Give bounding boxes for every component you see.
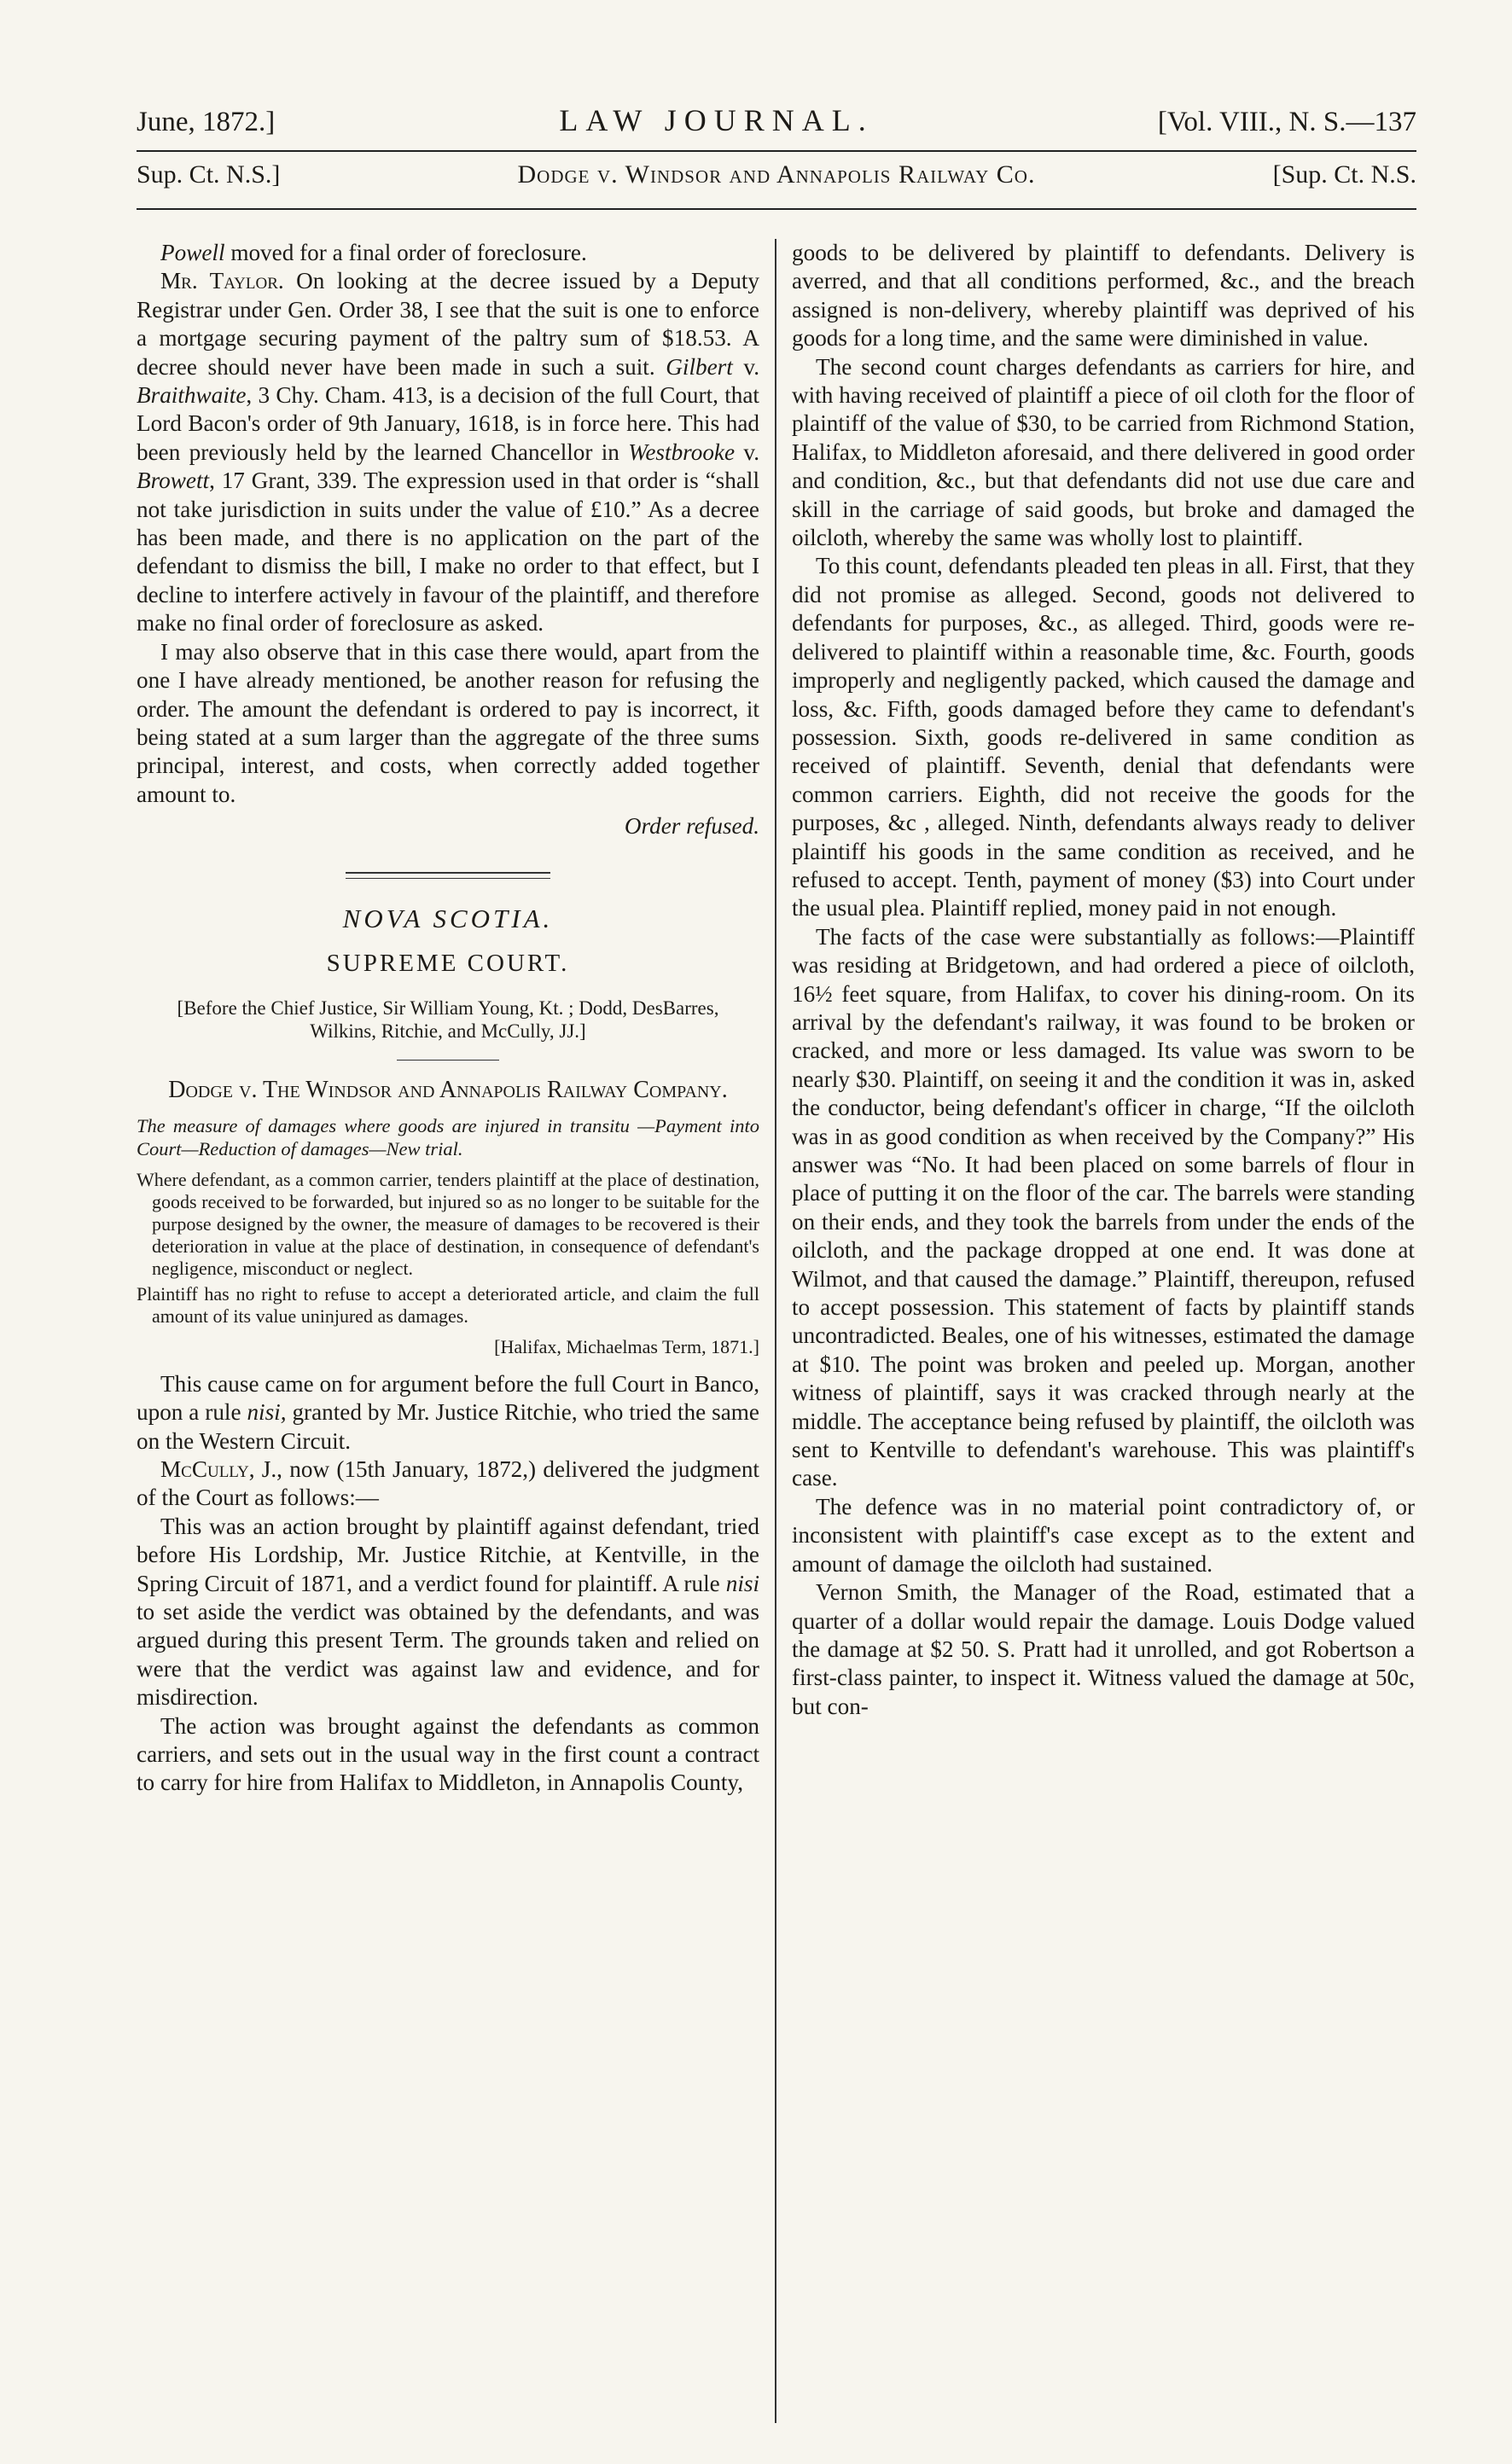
paragraph: The facts of the case were substantially as follows:—Plaintiff was residing at Bridgetown, and had ordered a piece of oilcloth, 16½ feet square, from Halifax, to cover his dining-room. On its arrival by the defendant's railway, it was found to be broken or cracked, and more or less damaged. Its value was sworn to be nearly $30. Plaintiff, on seeing it and the condition it was in, asked the conductor, being defendant's officer in charge, “If the oilcloth was in as good condition as when received by the Company?” His answer was “No. It had been placed on some barrels of flour in place of putting it on the floor of the car. The barrels were standing on their ends, and they took the barrels from under the ends of the oilcloth, and the package dropped at one end. It was done at Wilmot, and that caused the damage.” Plaintiff, thereupon, refused to accept possession. This statement of facts by plaintiff stands uncontradicted. Beales, one of his witnesses, estimated the damage at $10. The point was broken and peeled up. Morgan, another witness of plaintiff, says it was cracked through nearly at the middle. The acceptance being refused by plaintiff, the oilcloth was sent to Kentville to defendant's warehouse. This was plaintiff's case.: [792, 923, 1415, 1491]
paragraph: goods to be delivered by plaintiff to defendants. Delivery is averred, and that all conditions performed, &c., and the breach assigned is non-delivery, whereby plaintiff was deprived of his goods for a long time, and the same were diminished in value.: [792, 240, 1415, 352]
running-header: [137, 102, 1416, 145]
case-title: Dodge v. The Windsor and Annapolis Railway Company.: [168, 1077, 728, 1104]
term-note: [Halifax, Michaelmas Term, 1871.]: [494, 1336, 759, 1358]
header-volume: [Vol. VIII., N. S.—137: [1157, 107, 1416, 137]
case-header: [137, 152, 1416, 208]
right-court-label: [Sup. Ct. N.S.: [1272, 160, 1416, 189]
paragraph: Powell moved for a final order of foreclosure.: [160, 240, 587, 265]
bench-note: [Before the Chief Justice, Sir William Young, Kt. ; Dodd, DesBarres, Wilkins, Ritchie, and McCully, JJ.]: [177, 997, 719, 1043]
paragraph: McCully, J., now (15th January, 1872,) delivered the judgment of the Court as follows:—: [137, 1456, 759, 1511]
paragraph: The action was brought against the defendants as common carriers, and sets out in the usual way in the first count a contract to carry for hire from Halifax to Middleton, in Annapolis County,: [137, 1712, 759, 1796]
section-ornament-rule: [346, 872, 550, 879]
column-divider: [775, 239, 776, 2423]
paragraph: This cause came on for argument before the full Court in Banco, upon a rule nisi, granted by Mr. Justice Ritchie, who tried the same on the Western Circuit.: [137, 1370, 759, 1454]
paragraph: To this count, defendants pleaded ten pleas in all. First, that they did not promise as alleged. Second, goods not delivered to defendants for purposes, &c., as alleged. Third, goods were re-delivered to plaintiff within a reasonable time, &c. Fourth, goods improperly and negligently packed, which caused the damage and loss, &c. Fifth, goods damaged before they came to defendant's possession. Sixth, goods re-delivered in same condition as received of plaintiff. Seventh, denial that defendants were common carriers. Eighth, did not receive the goods for the purposes, &c , alleged. Ninth, defendants always ready to deliver plaintiff his goods in the same condition as received, and he refused to accept. Tenth, payment of money ($3) into Court under the usual plea. Plaintiff replied, money paid in not enough.: [792, 553, 1415, 921]
paragraph: This was an action brought by plaintiff against defendant, tried before His Lordship, Mr. Justice Ritchie, at Kentville, in the Spring Circuit of 1871, and a verdict found for plaintiff. A rule nisi to set aside the verdict was obtained by the defendants, and was argued during this present Term. The grounds taken and relied on were that the verdict was against law and evidence, and for misdirection.: [137, 1513, 759, 1711]
order-refused: Order refused.: [624, 813, 759, 840]
paragraph: The defence was in no material point contradictory of, or inconsistent with plaintiff's case except as to the extent and amount of damage the oilcloth had sustained.: [792, 1493, 1415, 1577]
right-column: [778, 239, 1415, 2423]
journal-title: LAW JOURNAL.: [559, 103, 874, 137]
syllabus-item: Plaintiff has no right to refuse to accept a deteriorated article, and claim the full amount of its value uninjured as damages.: [137, 1283, 759, 1328]
paragraph: The second count charges defendants as carriers for hire, and with having received of plaintiff a piece of oil cloth for the floor of plaintiff of the value of $30, to be carried from Richmond Station, Halifax, to Middleton aforesaid, and there delivered in good order and condition, &c., but that defendants did not use due care and skill in the carriage of said goods, but broke and damaged the oilcloth, whereby the same was wholly lost to plaintiff.: [792, 353, 1415, 551]
syllabus-item: Where defendant, as a common carrier, tenders plaintiff at the place of destination, goods received to be forwarded, but injured so as no longer to be suitable for the purpose designed by the owner, the measure of damages to be recovered is their deterioration in value at the place of destination, in consequence of defendant's negligence, misconduct or neglect.: [137, 1169, 759, 1280]
paragraph: Vernon Smith, the Manager of the Road, estimated that a quarter of a dollar would repair the damage. Louis Dodge valued the damage at $2 50. S. Pratt had it unrolled, and got Robertson a first-class painter, to inspect it. Witness valued the damage at 50c, but con-: [792, 1579, 1415, 1719]
court-heading: SUPREME COURT.: [326, 949, 570, 977]
paragraph: I may also observe that in this case there would, apart from the one I have already mentioned, be another reason for refusing the order. The amount the defendant is ordered to pay is incorrect, it being stated at a sum larger than the aggregate of the three sums principal, interest, and costs, when correctly added together amount to.: [137, 638, 759, 807]
subheader-rule: [137, 208, 1416, 210]
headnote: The measure of damages where goods are injured in transitu —Payment into Court—Reduction of damages—New trial.: [137, 1115, 759, 1160]
province-heading: NOVA SCOTIA.: [342, 903, 554, 933]
journal-page: [137, 102, 1416, 2423]
case-running-title: Dodge v. Windsor and Annapolis Railway Co.: [517, 160, 1036, 189]
header-date: June, 1872.]: [137, 107, 276, 137]
short-rule: [397, 1060, 499, 1061]
left-court-label: Sup. Ct. N.S.]: [137, 160, 281, 189]
paragraph: Mr. Taylor. On looking at the decree issued by a Deputy Registrar under Gen. Order 38, I see that the suit is one to enforce a mortgage securing payment of the paltry sum of $18.53. A decree should never have been made in such a suit. Gilbert v. Braithwaite, 3 Chy. Cham. 413, is a decision of the full Court, that Lord Bacon's order of 9th January, 1618, is in force here. This had been previously held by the learned Chancellor in Westbrooke v. Browett, 17 Grant, 339. The expression used in that order is “shall not take jurisdiction in suits under the value of £10.” As a decree has been made, and there is no application on the part of the defendant to dismiss the bill, I make no order to that effect, but I decline to interfere actively in favour of the plaintiff, and therefore make no final order of foreclosure as asked.: [137, 268, 760, 636]
left-column: [137, 239, 773, 2423]
two-column-body: [137, 239, 1416, 2423]
